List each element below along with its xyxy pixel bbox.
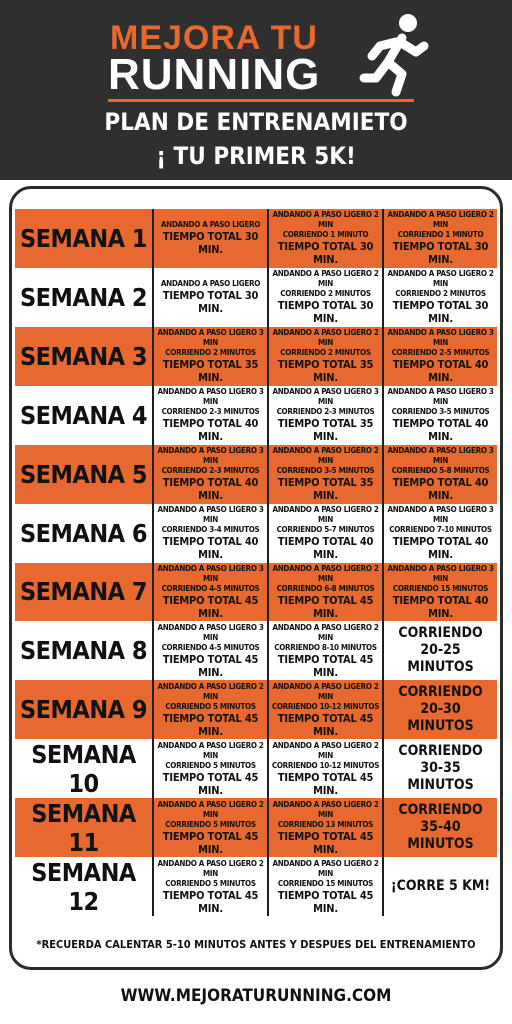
session-line: ANDANDO A PASO LIGERO 3 MIN	[157, 387, 264, 407]
session-line: TIEMPO TOTAL 30 MIN.	[392, 240, 489, 267]
session-line: CORRIENDO 2 MINUTOS	[395, 289, 486, 299]
session-line: ANDANDO A PASO LIGERO 2 MIN	[272, 799, 379, 819]
session-line: CORRIENDO 5 MINUTOS	[165, 701, 256, 711]
session-line: ANDANDO A PASO LIGERO 2 MIN	[387, 210, 494, 230]
session-line: TIEMPO TOTAL 45 MIN.	[277, 888, 374, 915]
session-cell	[382, 327, 497, 386]
session-line: CORRIENDO 10-12 MINUTOS	[271, 760, 380, 770]
session-cell	[152, 327, 267, 386]
session-line: CORRIENDO	[398, 625, 483, 642]
session-cell	[152, 209, 267, 268]
header	[0, 0, 512, 180]
session-line: TIEMPO TOTAL 45 MIN.	[162, 652, 259, 679]
session-line: CORRIENDO 1 MINUTO	[397, 230, 484, 240]
session-line: TIEMPO TOTAL 40 MIN.	[392, 417, 489, 444]
session-line: TIEMPO TOTAL 30 MIN.	[162, 230, 259, 257]
session-line: TIEMPO TOTAL 45 MIN.	[162, 888, 259, 915]
session-cell	[152, 386, 267, 445]
session-line: CORRIENDO 4-5 MINUTOS	[161, 642, 260, 652]
session-line: TIEMPO TOTAL 40 MIN.	[162, 417, 259, 444]
session-line: TIEMPO TOTAL 30 MIN.	[277, 299, 374, 326]
session-line: CORRIENDO 1 MINUTO	[282, 230, 369, 240]
session-line: CORRIENDO 7-10 MINUTOS	[389, 525, 492, 535]
session-cell	[382, 857, 497, 916]
session-line: ANDANDO A PASO LIGERO 3 MIN	[387, 505, 494, 525]
week-label: SEMANA 2	[19, 282, 148, 312]
session-cell	[267, 739, 382, 798]
session-line: CORRIENDO 8-10 MINUTOS	[274, 642, 377, 652]
session-line: ANDANDO A PASO LIGERO	[160, 220, 261, 230]
session-cell	[267, 504, 382, 563]
week-label: SEMANA 12	[31, 857, 136, 916]
week-row	[15, 680, 497, 739]
session-line: TIEMPO TOTAL 40 MIN.	[162, 476, 259, 503]
session-line: CORRIENDO 4-5 MINUTOS	[161, 583, 260, 593]
session-line: CORRIENDO 2 MINUTOS	[280, 348, 371, 358]
session-line: 35-40 MINUTOS	[407, 819, 474, 853]
session-line: CORRIENDO 15 MINUTOS	[392, 583, 489, 593]
footnote: *RECUERDA CALENTAR 5-10 MINUTOS ANTES Y DESPUES DEL ENTRENAMIENTO	[36, 938, 476, 951]
session-line: ANDANDO A PASO LIGERO 3 MIN	[387, 563, 494, 583]
session-line: CORRIENDO 15 MINUTOS	[277, 878, 374, 888]
session-line: CORRIENDO	[398, 743, 483, 760]
week-label: SEMANA 10	[31, 739, 136, 798]
session-line: TIEMPO TOTAL 30 MIN.	[392, 299, 489, 326]
session-line: 20-30 MINUTOS	[407, 701, 474, 735]
session-line: CORRIENDO 10-12 MINUTOS	[271, 701, 380, 711]
session-cell	[152, 268, 267, 327]
divider	[108, 99, 414, 102]
session-cell	[267, 621, 382, 680]
session-cell	[382, 563, 497, 622]
week-row	[15, 386, 497, 445]
session-line: CORRIENDO 5 MINUTOS	[165, 819, 256, 829]
session-line: ANDANDO A PASO LIGERO 2 MIN	[272, 505, 379, 525]
session-cell	[382, 621, 497, 680]
session-cell	[382, 798, 497, 857]
session-line: ANDANDO A PASO LIGERO 3 MIN	[387, 328, 494, 348]
session-line: CORRIENDO	[398, 802, 483, 819]
session-line: ANDANDO A PASO LIGERO 3 MIN	[157, 328, 264, 348]
session-line: TIEMPO TOTAL 40 MIN.	[392, 476, 489, 503]
session-line: ANDANDO A PASO LIGERO 2 MIN	[387, 269, 494, 289]
week-row	[15, 209, 497, 268]
session-line: ANDANDO A PASO LIGERO 2 MIN	[272, 681, 379, 701]
session-line: ANDANDO A PASO LIGERO 2 MIN	[157, 681, 264, 701]
session-line: TIEMPO TOTAL 45 MIN.	[162, 711, 259, 738]
session-line: TIEMPO TOTAL 35 MIN.	[162, 358, 259, 385]
session-line: TIEMPO TOTAL 45 MIN.	[277, 652, 374, 679]
session-line: ANDANDO A PASO LIGERO 3 MIN	[157, 446, 264, 466]
session-cell	[267, 268, 382, 327]
session-cell	[267, 680, 382, 739]
session-cell	[267, 445, 382, 504]
week-row	[15, 268, 497, 327]
session-line: CORRIENDO	[398, 684, 483, 701]
session-cell	[267, 798, 382, 857]
session-line: CORRIENDO 2 MINUTOS	[280, 289, 371, 299]
session-cell	[382, 386, 497, 445]
session-line: TIEMPO TOTAL 45 MIN.	[162, 770, 259, 797]
session-line: CORRIENDO 5-8 MINUTOS	[391, 466, 490, 476]
session-cell	[152, 798, 267, 857]
week-label: SEMANA 4	[19, 400, 148, 430]
session-line: CORRIENDO 2-3 MINUTOS	[276, 407, 375, 417]
session-line: TIEMPO TOTAL 45 MIN.	[162, 593, 259, 620]
session-cell	[152, 504, 267, 563]
week-label: SEMANA 1	[19, 223, 148, 253]
session-line: CORRIENDO 2-3 MINUTOS	[161, 407, 260, 417]
brand-line2: RUNNING	[108, 50, 321, 99]
session-line: ANDANDO A PASO LIGERO 3 MIN	[387, 446, 494, 466]
week-row	[15, 798, 497, 857]
session-line: ANDANDO A PASO LIGERO 2 MIN	[157, 858, 264, 878]
session-line: CORRIENDO 13 MINUTOS	[277, 819, 374, 829]
session-line: 30-35 MINUTOS	[407, 760, 474, 794]
session-line: ANDANDO A PASO LIGERO 2 MIN	[272, 622, 379, 642]
session-line: TIEMPO TOTAL 40 MIN.	[277, 535, 374, 562]
session-cell	[267, 857, 382, 916]
session-cell	[382, 504, 497, 563]
week-row	[15, 621, 497, 680]
session-line: CORRIENDO 3-5 MINUTOS	[276, 466, 375, 476]
week-label: SEMANA 8	[19, 636, 148, 666]
session-cell	[382, 209, 497, 268]
session-cell	[152, 680, 267, 739]
session-cell	[382, 739, 497, 798]
session-line: CORRIENDO 3-5 MINUTOS	[391, 407, 490, 417]
session-line: TIEMPO TOTAL 40 MIN.	[392, 535, 489, 562]
session-line: ANDANDO A PASO LIGERO 2 MIN	[157, 740, 264, 760]
week-row	[15, 445, 497, 504]
session-line: TIEMPO TOTAL 35 MIN.	[277, 358, 374, 385]
session-line: TIEMPO TOTAL 40 MIN.	[392, 358, 489, 385]
website-url[interactable]: WWW.MEJORATURUNNING.COM	[120, 986, 392, 1006]
session-line: TIEMPO TOTAL 45 MIN.	[277, 593, 374, 620]
session-line: ANDANDO A PASO LIGERO 2 MIN	[272, 328, 379, 348]
session-line: ANDANDO A PASO LIGERO 2 MIN	[272, 563, 379, 583]
session-line: CORRIENDO 6-8 MINUTOS	[276, 583, 375, 593]
session-line: ANDANDO A PASO LIGERO 3 MIN	[157, 563, 264, 583]
week-label: SEMANA 3	[19, 341, 148, 371]
session-line: ANDANDO A PASO LIGERO 2 MIN	[272, 740, 379, 760]
week-label: SEMANA 9	[19, 695, 148, 725]
session-line: TIEMPO TOTAL 45 MIN.	[277, 711, 374, 738]
week-label: SEMANA 7	[19, 577, 148, 607]
session-cell	[152, 563, 267, 622]
subtitle-line1: PLAN DE ENTRENAMIETO	[104, 108, 408, 136]
session-cell	[267, 209, 382, 268]
session-line: ANDANDO A PASO LIGERO 2 MIN	[272, 446, 379, 466]
session-line: ANDANDO A PASO LIGERO 2 MIN	[157, 799, 264, 819]
session-line: ANDANDO A PASO LIGERO 2 MIN	[272, 269, 379, 289]
session-line: ANDANDO A PASO LIGERO 3 MIN	[157, 622, 264, 642]
subtitle-line2: ¡ TU PRIMER 5K!	[156, 142, 356, 170]
session-line: TIEMPO TOTAL 45 MIN.	[277, 829, 374, 856]
week-row	[15, 739, 497, 798]
session-line: TIEMPO TOTAL 35 MIN.	[277, 417, 374, 444]
session-line: CORRIENDO 3-4 MINUTOS	[161, 525, 260, 535]
session-line: CORRIENDO 2 MINUTOS	[165, 348, 256, 358]
session-line: CORRIENDO 2-5 MINUTOS	[391, 348, 490, 358]
session-line: TIEMPO TOTAL 40 MIN.	[162, 535, 259, 562]
runner-icon	[358, 12, 430, 98]
week-row	[15, 563, 497, 622]
session-cell	[382, 680, 497, 739]
week-label: SEMANA 5	[19, 459, 148, 489]
week-label: SEMANA 6	[19, 518, 148, 548]
session-line: TIEMPO TOTAL 30 MIN.	[162, 289, 259, 316]
session-line: TIEMPO TOTAL 40 MIN.	[392, 593, 489, 620]
session-line: TIEMPO TOTAL 30 MIN.	[277, 240, 374, 267]
plan-table	[15, 209, 497, 916]
session-cell	[267, 327, 382, 386]
session-line: TIEMPO TOTAL 35 MIN.	[277, 476, 374, 503]
week-label: SEMANA 11	[31, 798, 136, 857]
session-line: CORRIENDO 5 MINUTOS	[165, 760, 256, 770]
session-cell	[152, 739, 267, 798]
session-cell	[152, 445, 267, 504]
session-cell	[382, 445, 497, 504]
session-line: ANDANDO A PASO LIGERO 3 MIN	[272, 387, 379, 407]
brand-line1: MEJORA TU	[110, 19, 318, 57]
session-cell	[267, 563, 382, 622]
session-line: ANDANDO A PASO LIGERO 2 MIN	[272, 858, 379, 878]
session-cell	[267, 386, 382, 445]
session-line: CORRIENDO 5 MINUTOS	[165, 878, 256, 888]
session-line: CORRIENDO 5-7 MINUTOS	[276, 525, 375, 535]
session-cell	[152, 857, 267, 916]
session-line: ANDANDO A PASO LIGERO 3 MIN	[387, 387, 494, 407]
session-line: ANDANDO A PASO LIGERO 2 MIN	[272, 210, 379, 230]
session-line: 20-25 MINUTOS	[407, 642, 474, 676]
session-line: TIEMPO TOTAL 45 MIN.	[162, 829, 259, 856]
week-row	[15, 857, 497, 916]
session-cell	[382, 268, 497, 327]
session-cell	[152, 621, 267, 680]
session-line: ANDANDO A PASO LIGERO	[160, 279, 261, 289]
session-line: ¡CORRE 5 KM!	[390, 878, 491, 895]
session-line: CORRIENDO 2-3 MINUTOS	[161, 466, 260, 476]
session-line: ANDANDO A PASO LIGERO 3 MIN	[157, 505, 264, 525]
week-row	[15, 327, 497, 386]
week-row	[15, 504, 497, 563]
session-line: TIEMPO TOTAL 45 MIN.	[277, 770, 374, 797]
